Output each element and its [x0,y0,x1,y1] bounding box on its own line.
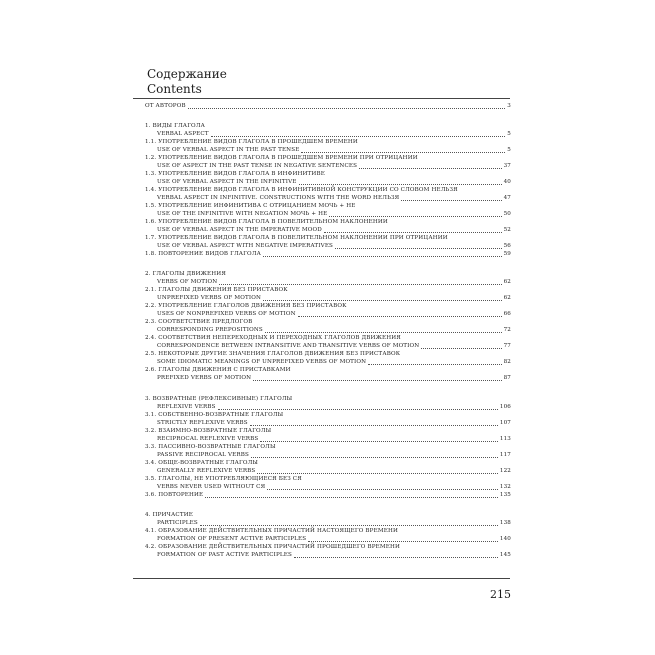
toc-entry [145,302,511,310]
toc-entry-page: 47 [503,195,511,201]
dot-leader [219,284,501,285]
toc-entry-english [145,162,511,170]
dot-leader [211,136,506,137]
dot-leader [200,525,498,526]
toc-entry-page: 138 [499,520,511,526]
toc-entry-english [145,226,511,234]
toc-entry-page: 132 [499,484,511,490]
toc-entry-english [145,419,511,427]
toc-entry-title: 2. ГЛАГОЛЫ ДВИЖЕНИЯ [145,271,226,277]
toc-entry-title: 2.4. СООТВЕТСТВИЯ НЕПЕРЕХОДНЫХ И ПЕРЕХОДНЫХ ГЛАГОЛОВ ДВИЖЕНИЯ [145,335,401,341]
dot-leader [263,300,502,301]
toc-entry-title: STRICTLY REFLEXIVE VERBS [157,420,248,426]
toc-entry [145,202,511,210]
toc-entry [145,122,511,130]
toc-entry-title: PREFIXED VERBS OF MOTION [157,375,252,381]
page-number: 215 [490,588,511,601]
toc-entry-title: 3.5. ГЛАГОЛЫ, НЕ УПОТРЕБЛЯЮЩИЕСЯ БЕЗ СЯ [145,476,302,482]
toc-entry-title: 3.3. ПАССИВНО-ВОЗВРАТНЫЕ ГЛАГОЛЫ [145,444,276,450]
toc-entry [145,411,511,419]
toc-entry-page: 122 [499,468,511,474]
toc-entry [145,186,511,194]
toc-entry-page: 59 [503,251,511,257]
toc-entry-page: 140 [499,536,511,542]
dot-leader [253,380,501,381]
toc-entry-title: 3.6. ПОВТОРЕНИЕ [145,492,204,498]
toc-entry-title: FORMATION OF PAST ACTIVE PARTICIPLES [157,552,293,558]
toc-entry-english [145,535,511,543]
toc-entry-title: 1.4. УПОТРЕБЛЕНИЕ ВИДОВ ГЛАГОЛА В ИНФИНИТИВНОЙ КОНСТРУКЦИИ СО СЛОВОМ НЕЛЬЗЯ [145,187,458,193]
toc-entry-title: USE OF VERBAL ASPECT IN THE PAST TENSE [157,147,300,153]
toc-entry-title: 2.3. СООТВЕТСТВИЕ ПРЕДЛОГОВ [145,319,253,325]
toc-entry [145,334,511,342]
toc-entry-english [145,467,511,475]
toc-entry [145,459,511,467]
dot-leader [250,425,498,426]
toc-entry [145,154,511,162]
toc-entry-title: VERBS OF MOTION [157,279,218,285]
dot-leader [251,457,498,458]
toc-entry-title: FORMATION OF PRESENT ACTIVE PARTICIPLES [157,536,307,542]
toc-entry [145,286,511,294]
toc-entry-title: USES OF NONPREFIXED VERBS OF MOTION [157,311,296,317]
toc-entry [145,102,511,110]
toc-entry-title: 2.1. ГЛАГОЛЫ ДВИЖЕНИЯ БЕЗ ПРИСТАВОК [145,287,288,293]
toc-entry [145,443,511,451]
dot-leader [298,316,502,317]
toc-entry-title: GENERALLY REFLEXIVE VERBS [157,468,256,474]
toc-entry [145,543,511,551]
toc-entry-title: 3.2. ВЗАИМНО-ВОЗВРАТНЫЕ ГЛАГОЛЫ [145,428,272,434]
toc-entry-title: USE OF VERBAL ASPECT IN THE INFINITIVE [157,179,297,185]
toc-entry-title: 1.2. УПОТРЕБЛЕНИЕ ВИДОВ ГЛАГОЛА В ПРОШЕДШЕМ ВРЕМЕНИ ПРИ ОТРИЦАНИИ [145,155,418,161]
dot-leader [359,168,501,169]
contents-title-en: Contents [147,82,202,96]
toc-entry-title: 1.5. УПОТРЕБЛЕНИЕ ИНФИНИТИВА С ОТРИЦАНИЕМ МОЧЬ + НЕ [145,203,356,209]
toc-entry-title: 3.1. СОБСТВЕННО-ВОЗВРАТНЫЕ ГЛАГОЛЫ [145,412,284,418]
toc-entry-title: PASSIVE RECIPROCAL VERBS [157,452,250,458]
dot-leader [205,497,498,498]
toc-entry-title: USE OF ASPECT IN THE PAST TENSE IN NEGATIVE SENTENCES [157,163,358,169]
dot-leader [218,409,498,410]
toc-entry-title: 3.4. ОБЩЕ-ВОЗВРАТНЫЕ ГЛАГОЛЫ [145,460,259,466]
toc-entry-page: 52 [503,227,511,233]
toc-entry-title: REFLEXIVE VERBS [157,404,216,410]
dot-leader [188,108,506,109]
dot-leader [329,216,501,217]
toc-entry-english [145,374,511,382]
toc-entry-title: CORRESPONDING PREPOSITIONS [157,327,263,333]
toc-entry-english [145,278,511,286]
toc-entry-title: 2.5. НЕКОТОРЫЕ ДРУГИЕ ЗНАЧЕНИЯ ГЛАГОЛОВ ДВИЖЕНИЯ БЕЗ ПРИСТАВОК [145,351,401,357]
toc-entry-english [145,551,511,559]
toc-entry [145,170,511,178]
dot-leader [335,248,502,249]
toc-entry [145,527,511,535]
toc-entry-english [145,451,511,459]
toc-entry-page: 56 [503,243,511,249]
toc-entry-page: 106 [499,404,511,410]
toc-entry-title: 1.8. ПОВТОРЕНИЕ ВИДОВ ГЛАГОЛА [145,251,261,257]
contents-title-ru: Содержание [147,67,227,81]
toc-entry-english [145,435,511,443]
toc-entry-page: 117 [499,452,511,458]
toc-entry [145,350,511,358]
toc-entry-title: USE OF VERBAL ASPECT WITH NEGATIVE IMPERATIVES [157,243,334,249]
toc-entry-title: PARTICIPLES [157,520,198,526]
dot-leader [267,489,498,490]
toc-entry [145,511,511,519]
toc-entry-page: 87 [503,375,511,381]
toc-entry-page: 62 [503,279,511,285]
toc-entry-page: 113 [499,436,511,442]
toc-entry [145,218,511,226]
toc-entry-title: 1.6. УПОТРЕБЛЕНИЕ ВИДОВ ГЛАГОЛА В ПОВЕЛИТЕЛЬНОМ НАКЛОНЕНИИ [145,219,388,225]
toc-entry-title: 2.6. ГЛАГОЛЫ ДВИЖЕНИЯ С ПРИСТАВКАМИ [145,367,291,373]
toc-entry-page: 66 [503,311,511,317]
toc-entry-english [145,358,511,366]
toc-entry-title: VERBAL ASPECT [157,131,209,137]
toc-entry-page: 135 [499,492,511,498]
toc-entry-title: 1.7. УПОТРЕБЛЕНИЕ ВИДОВ ГЛАГОЛА В ПОВЕЛИТЕЛЬНОМ НАКЛОНЕНИИ ПРИ ОТРИЦАНИИ [145,235,448,241]
toc-entry-english [145,403,511,411]
toc-entry-title: USE OF THE INFINITIVE WITH NEGATION МОЧЬ + НЕ [157,211,328,217]
toc-entry-english [145,310,511,318]
toc-entry-title: CORRESPONDENCE BETWEEN INTRANSITIVE AND TRANSITIVE VERBS OF MOTION [157,343,420,349]
toc-entry-title: UNPREFIXED VERBS OF MOTION [157,295,262,301]
dot-leader [299,184,502,185]
toc-entry-title: 4.2. ОБРАЗОВАНИЕ ДЕЙСТВИТЕЛЬНЫХ ПРИЧАСТИЙ ПРОШЕДШЕГО ВРЕМЕНИ [145,544,401,550]
toc-entry-title: SOME IDIOMATIC MEANINGS OF UNPREFIXED VERBS OF MOTION [157,359,367,365]
dot-leader [368,364,501,365]
toc-entry-english [145,146,511,154]
bottom-rule [133,578,510,579]
dot-leader [324,232,502,233]
toc-entry-page: 62 [503,295,511,301]
dot-leader [263,256,502,257]
toc-entry-title: 1.1. УПОТРЕБЛЕНИЕ ВИДОВ ГЛАГОЛА В ПРОШЕДШЕМ ВРЕМЕНИ [145,139,358,145]
toc-entry [145,270,511,278]
toc-entry-page: 107 [499,420,511,426]
toc-entry [145,234,511,242]
toc-entry-english [145,130,511,138]
top-rule [133,98,510,99]
toc-entry-english [145,242,511,250]
toc-entry [145,250,511,258]
toc-entry-title: 1. ВИДЫ ГЛАГОЛА [145,123,205,129]
toc-entry-page: 40 [503,179,511,185]
toc-entry-page: 50 [503,211,511,217]
toc-entry-english [145,194,511,202]
toc-entry-title: 2.2. УПОТРЕБЛЕНИЕ ГЛАГОЛОВ ДВИЖЕНИЯ БЕЗ ПРИСТАВОК [145,303,347,309]
toc-entry-title: RECIPROCAL REFLEXIVE VERBS [157,436,259,442]
toc-entry-english [145,294,511,302]
toc-entry [145,427,511,435]
dot-leader [260,441,497,442]
dot-leader [421,348,501,349]
toc-entry-page: 72 [503,327,511,333]
toc-entry-page: 5 [507,147,511,153]
toc-entry-page: 77 [503,343,511,349]
toc-entry-title: 4.1. ОБРАЗОВАНИЕ ДЕЙСТВИТЕЛЬНЫХ ПРИЧАСТИЙ НАСТОЯЩЕГО ВРЕМЕНИ [145,528,398,534]
toc-entry-page: 5 [507,131,511,137]
toc-entry-page: 3 [507,103,511,109]
toc-entry-title: 1.3. УПОТРЕБЛЕНИЕ ВИДОВ ГЛАГОЛА В ИНФИНИТИВЕ [145,171,325,177]
dot-leader [265,332,502,333]
toc-entry-page: 82 [503,359,511,365]
toc-entry [145,395,511,403]
toc-entry-english [145,210,511,218]
toc-entry-page: 145 [499,552,511,558]
toc-entry-title: 4. ПРИЧАСТИЕ [145,512,193,518]
dot-leader [308,541,498,542]
toc-entry [145,366,511,374]
toc-entry-english [145,178,511,186]
toc-entry-title: VERBAL ASPECT IN INFINITIVE. CONSTRUCTIONS WITH THE WORD НЕЛЬЗЯ [157,195,400,201]
dot-leader [401,200,501,201]
dot-leader [294,557,498,558]
toc-entry-title: 3. ВОЗВРАТНЫЕ (РЕФЛЕКСИВНЫЕ) ГЛАГОЛЫ [145,396,293,402]
toc-entry [145,138,511,146]
toc-entry-title: USE OF VERBAL ASPECT IN THE IMPERATIVE MOOD [157,227,322,233]
toc-entry-title: VERBS NEVER USED WITHOUT СЯ [157,484,266,490]
toc-entry-english [145,519,511,527]
toc-entry-page: 37 [503,163,511,169]
dot-leader [257,473,497,474]
toc-entry-english [145,342,511,350]
toc-entry [145,491,511,499]
toc-entry-title: ОТ АВТОРОВ [145,103,186,109]
toc-entry [145,475,511,483]
dot-leader [301,152,505,153]
toc-entry-english [145,326,511,334]
toc-entry [145,318,511,326]
toc-entry-english [145,483,511,491]
